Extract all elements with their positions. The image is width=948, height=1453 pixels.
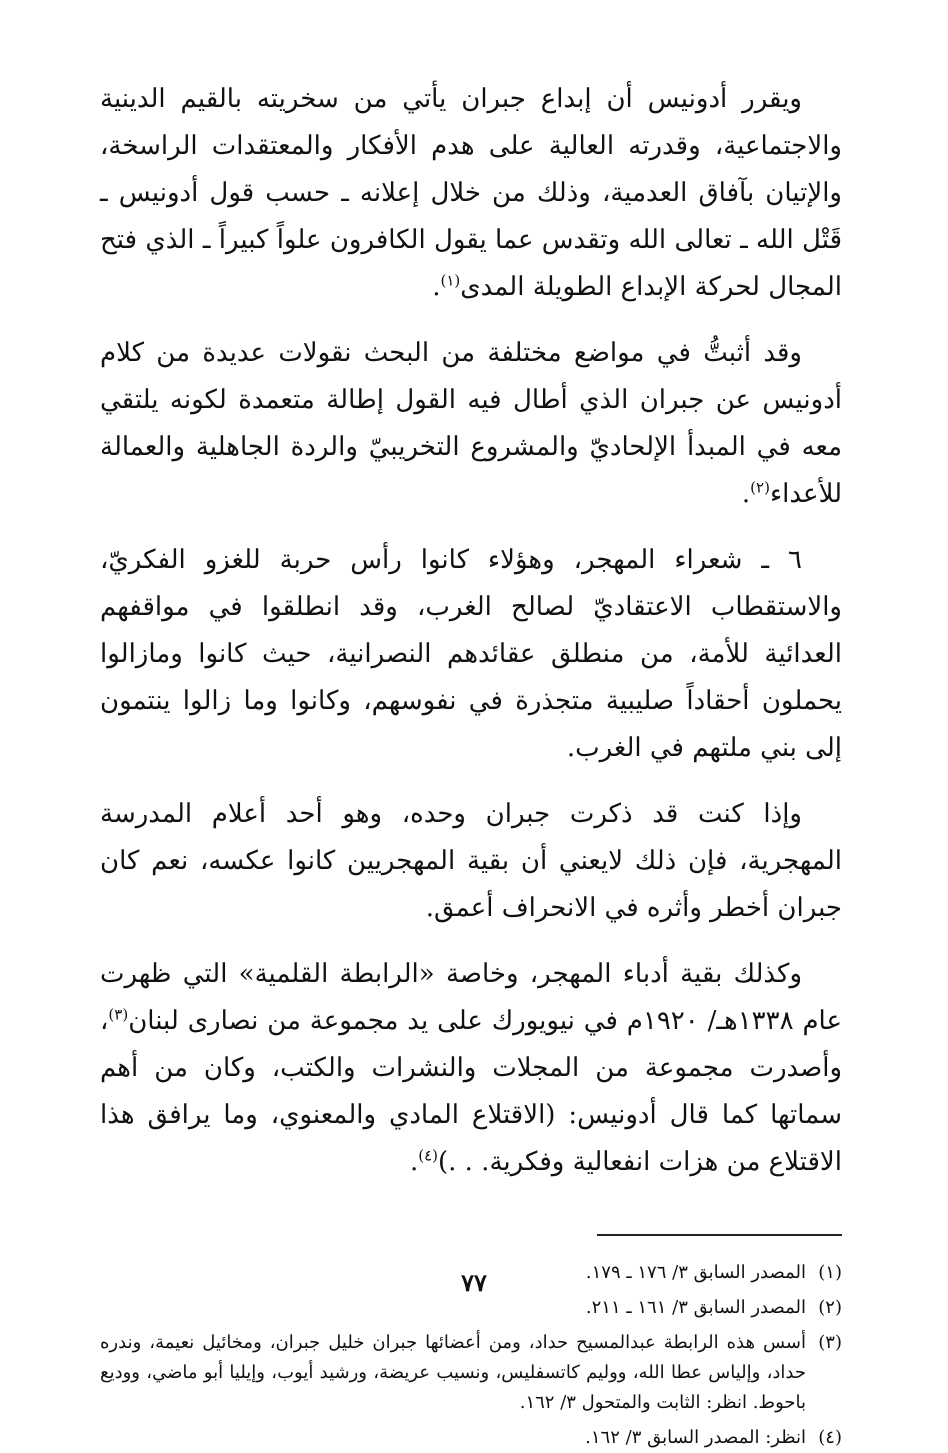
paragraph-1 [100, 76, 842, 311]
footnote-text: المصدر السابق ٣/ ١٦١ ـ ٢١١. [585, 1297, 806, 1318]
footnote-ref-1: (١) [440, 271, 461, 290]
footnote-number: (٣) [818, 1332, 842, 1353]
page-number: ٧٧ [461, 1268, 487, 1297]
footnote-ref-2: (٢) [750, 478, 770, 497]
footnote-4 [100, 1423, 842, 1453]
paragraph-5 [100, 951, 842, 1186]
paragraph-2-end: . [741, 479, 751, 509]
paragraph-2-text: وقد أثبتُّ في مواضع مختلفة من البحث نقولات عديدة من كلام أدونيس عن جبران الذي أطال فيه القول إطالة متعمدة لكونه يلتقي معه في المبدأ الإلحاديّ والمشروع التخريبيّ والردة الجاهلية والعمالة للأعداء [100, 338, 842, 509]
paragraph-3 [100, 537, 842, 772]
paragraph-1-end: . [432, 272, 441, 302]
footnote-text: انظر: المصدر السابق ٣/ ١٦٢. [585, 1427, 806, 1448]
paragraph-4-text: وإذا كنت قد ذكرت جبران وحده، وهو أحد أعلام المدرسة المهجرية، فإن ذلك لايعني أن بقية المهجريين كانوا عكسه، نعم كان جبران أخطر وأثره في الانحراف أعمق. [100, 799, 842, 923]
paragraph-1-text: ويقرر أدونيس أن إبداع جبران يأتي من سخريته بالقيم الدينية والاجتماعية، وقدرته العالية على هدم الأفكار والمعتقدات الراسخة، والإتيان بآفاق العدمية، وذلك من خلال إعلانه ـ حسب قول أدونيس ـ قَتْل الله ـ تعالى الله وتقدس عما يقول الكافرون علواً كبيراً ـ الذي فتح المجال لحركة الإبداع الطويلة المدى [100, 84, 842, 302]
paragraph-5-text: وكذلك بقية أدباء المهجر، وخاصة «الرابطة القلمية» التي ظهرت عام ١٣٣٨هـ/ ١٩٢٠م في نيويورك على يد مجموعة من نصارى لبنان [100, 959, 842, 1036]
footnote-separator [597, 1234, 842, 1236]
footnote-3 [100, 1328, 842, 1418]
paragraph-3-text: ٦ ـ شعراء المهجر، وهؤلاء كانوا رأس حربة للغزو الفكريّ، والاستقطاب الاعتقاديّ لصالح الغرب، وقد انطلقوا في مواقفهم العدائية للأمة، من منطلق عقائدهم النصرانية، حيث كانوا ومازالوا يحملون أحقاداً صليبية متجذرة في نفوسهم، وكانوا وما زالوا ينتمون إلى بني ملتهم في الغرب. [100, 545, 843, 763]
footnote-number: (٢) [818, 1297, 842, 1318]
footnote-2 [100, 1293, 842, 1323]
footnote-ref-3: (٣) [108, 1005, 129, 1024]
paragraph-2 [100, 330, 842, 518]
footnote-text: أسس هذه الرابطة عبدالمسيح حداد، ومن أعضائها جبران خليل جبران، ومخائيل نعيمة، وندره حداد، وإلياس عطا الله، ووليم كاتسفليس، ونسيب عريضة، ورشيد أيوب، وإيليا أبو ماضي، ووديع باحوط. انظر: الثابت والمتحول ٣/ ١٦٢. [100, 1332, 806, 1413]
footnote-text: المصدر السابق ٣/ ١٧٦ ـ ١٧٩. [585, 1262, 806, 1283]
footnote-number: (٤) [818, 1427, 842, 1448]
footnote-number: (١) [818, 1262, 842, 1283]
main-text [100, 76, 842, 1186]
paragraph-5-end: . [409, 1147, 419, 1177]
footnote-ref-4: (٤) [418, 1146, 438, 1165]
paragraph-4 [100, 791, 842, 932]
paragraph-5-continuation: ، وأصدرت مجموعة من المجلات والنشرات والكتب، وكان من أهم سماتها كما قال أدونيس: (الاقتلاع المادي والمعنوي، وما يرافق هذا الاقتلاع من هزات انفعالية وفكرية. . .) [100, 1006, 842, 1177]
